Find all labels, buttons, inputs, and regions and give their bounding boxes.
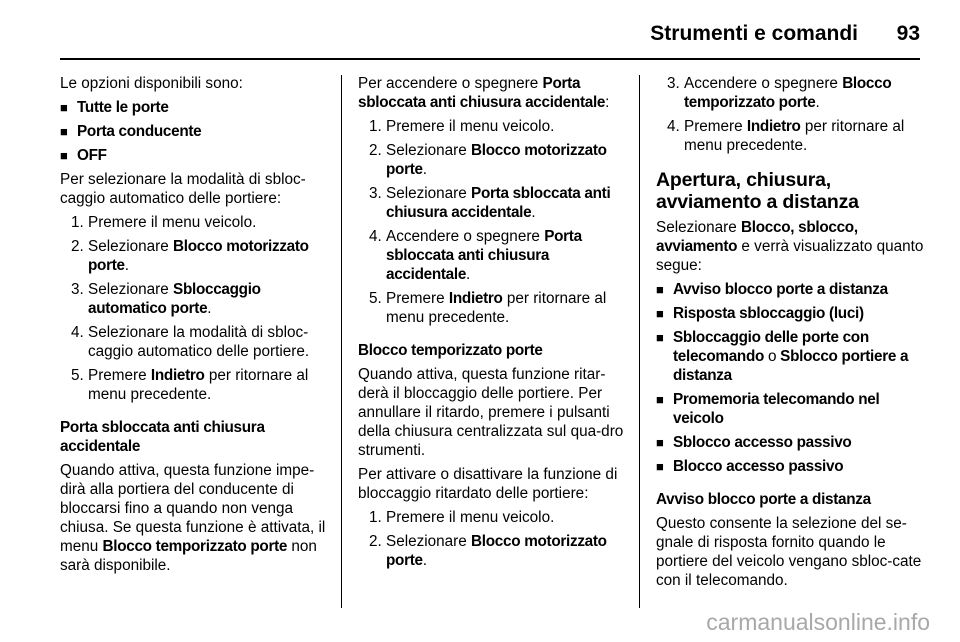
column-2 — [358, 74, 628, 584]
list-item: ■ Porta conducente — [60, 122, 328, 141]
step-item: 4. Premere Indietro per ritornare al menu precedente. — [684, 117, 924, 155]
list-item: ■ Promemoria telecomando nel veicolo — [656, 390, 924, 428]
step-item: 1. Premere il menu veicolo. — [386, 117, 628, 136]
step-item: 2. Selezionare Blocco motorizzato porte. — [386, 141, 628, 179]
list-item: ■ Blocco accesso passivo — [656, 457, 924, 476]
list-item: ■ Avviso blocco porte a distanza — [656, 280, 924, 299]
step-item: 5. Premere Indietro per ritornare al menu precedente. — [88, 366, 328, 404]
options-intro: Le opzioni disponibili sono: — [60, 75, 243, 92]
column-3 — [656, 74, 924, 595]
header-rule — [60, 58, 920, 60]
step-item: 4. Accendere o spegnere Porta sbloccata anti chiusura accidentale. — [386, 227, 628, 284]
step-item: 3. Accendere o spegnere Blocco temporizzato porte. — [684, 74, 924, 112]
select-intro: Per selezionare la modalità di sbloc-caggio automatico delle portiere: — [60, 171, 306, 207]
options-list — [656, 280, 924, 476]
section-heading: Avviso blocco porte a distanza — [656, 491, 871, 508]
section-heading: Porta sbloccata anti chiusura accidentale — [60, 419, 265, 455]
steps-list — [656, 74, 924, 155]
page-header — [60, 12, 920, 60]
list-item: ■ Sblocco accesso passivo — [656, 433, 924, 452]
options-list — [60, 98, 328, 165]
section-intro: Selezionare Blocco, sblocco, avviamento e verrà visualizzato quanto segue: — [656, 219, 924, 274]
step-item: 3. Selezionare Porta sbloccata anti chiusura accidentale. — [386, 184, 628, 222]
section-heading: Blocco temporizzato porte — [358, 342, 543, 359]
step-item: 2. Selezionare Blocco motorizzato porte. — [386, 532, 628, 570]
column-divider-2 — [639, 75, 640, 608]
body-text: Questo consente la selezione del se-gnale di risposta fornito quando le portiere del veicolo vengano sbloc-cate con il telecomando. — [656, 515, 922, 589]
body-text: Per attivare o disattivare la funzione di bloccaggio ritardato delle portiere: — [358, 466, 618, 502]
toggle-intro: Per accendere o spegnere Porta sbloccata anti chiusura accidentale: — [358, 75, 610, 111]
steps-list — [358, 508, 628, 570]
step-item: 1. Premere il menu veicolo. — [386, 508, 628, 527]
list-item: ■ Risposta sbloccaggio (luci) — [656, 304, 924, 323]
step-item: 2. Selezionare Blocco motorizzato porte. — [88, 237, 328, 275]
step-item: 1. Premere il menu veicolo. — [88, 213, 328, 232]
page-number: 93 — [896, 22, 920, 45]
column-1 — [60, 74, 328, 580]
step-item: 3. Selezionare Sbloccaggio automatico porte. — [88, 280, 328, 318]
step-item: 4. Selezionare la modalità di sbloc-caggio automatico delle portiere. — [88, 323, 328, 361]
body-text: Quando attiva, questa funzione ritar-derà il bloccaggio delle portiere. Per annullare il ritardo, premere i pulsanti della chiusura centralizzata sul qua-dro strumenti. — [358, 366, 624, 459]
list-item: ■ OFF — [60, 146, 328, 165]
step-item: 5. Premere Indietro per ritornare al menu precedente. — [386, 289, 628, 327]
steps-list — [60, 213, 328, 404]
list-item: ■ Tutte le porte — [60, 98, 328, 117]
page-title: Strumenti e comandi — [650, 22, 858, 45]
watermark: carmanualsonline.info — [706, 609, 930, 635]
section-title: Apertura, chiusura, avviamento a distanza — [656, 169, 859, 213]
steps-list — [358, 117, 628, 327]
column-divider-1 — [341, 75, 342, 608]
list-item: ■ Sbloccaggio delle porte con telecomando o Sblocco portiere a distanza — [656, 328, 924, 385]
body-text: Quando attiva, questa funzione impe-dirà alla portiera del conducente di bloccarsi fino a quando non venga chiusa. Se questa funzione è attivata, il menu Blocco temporizzato porte non sarà disponibile. — [60, 462, 326, 574]
